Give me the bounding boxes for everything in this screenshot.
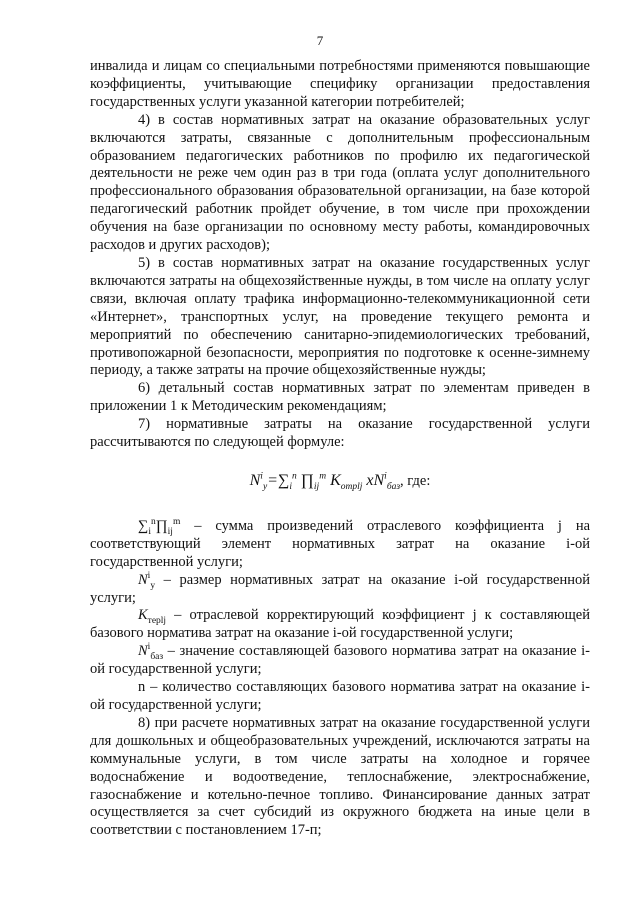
formula-times-base: xN bbox=[362, 471, 385, 489]
formula-coefficient: K bbox=[326, 471, 341, 489]
definition-k-symbol: K bbox=[138, 607, 148, 624]
definition-nbaz bbox=[90, 643, 590, 679]
paragraph-item-4: 4) в состав нормативных затрат на оказание образовательных услуг включаются затраты, связанные с дополнительным профессиональным образованием педагогических работников по профилю их педагогической деятельности не реже чем один раз в три года (оплата услуг дополнительного профессионального образования образовательной организации, на базе которой педагогический работник пройдет обучение, в том числе при прохождении обучения на базе организации по основному месту работы, командировочных расходов и других расходов); bbox=[90, 111, 590, 254]
formula-lhs-sup: i bbox=[260, 471, 263, 482]
definition-n: n – количество составляющих базового норматива затрат на оказание i-ой государственной услуги; bbox=[90, 679, 590, 713]
definition-product-sup: m bbox=[172, 517, 181, 528]
definition-nbaz-symbol: N bbox=[138, 643, 148, 660]
definition-k-text: – отраслевой корректирующий коэффициент j к составляющей базового норматива затрат на оказание i-ой государственной услуги; bbox=[90, 607, 591, 642]
formula-coefficient-sub: отрlj bbox=[340, 482, 363, 493]
definition-ny-sub: у bbox=[150, 580, 156, 591]
definition-k-sub: терlj bbox=[147, 616, 167, 627]
formula-lhs-sub: у bbox=[262, 482, 268, 493]
formula-sum-sup: n bbox=[292, 471, 297, 482]
formula-sum: =∑ bbox=[267, 471, 290, 489]
paragraph-item-5: 5) в состав нормативных затрат на оказание государственных услуг включаются затраты на общехозяйственные нужды, в том числе на оплату услуг связи, включая оплату трафика информационно-телекоммуникационной сети «Интернет», транспортных услуг, на проведение текущего ремонта и мероприятий по обеспечению санитарно-эпидемиологических требований, противопожарной безопасности, мероприятия по подготовке к осенне-зимнему периоду, а также затраты на прочие общехозяйственные нужды; bbox=[90, 254, 590, 379]
formula-product-sub: ij bbox=[313, 482, 320, 493]
formula-base-sup: i bbox=[384, 471, 387, 482]
formula-sum-sub: i bbox=[289, 482, 292, 493]
formula-product: ∏ bbox=[296, 471, 314, 489]
definition-ny-symbol: N bbox=[138, 571, 148, 588]
definition-nbaz-sub: баз bbox=[150, 652, 164, 663]
definition-ny-text: – размер нормативных затрат на оказание i-ой государственной услуги; bbox=[90, 571, 590, 606]
formula-lhs: N bbox=[249, 471, 261, 489]
definition-sum-sup: n bbox=[150, 517, 156, 528]
paragraph-continuation: инвалида и лицам со специальными потребностями применяются повышающие коэффициенты, учитывающие специфику организации предоставления государственных услуги указанной категории потребителей; bbox=[90, 58, 590, 110]
paragraph-item-7: 7) нормативные затраты на оказание государственной услуги рассчитываются по следующей формуле: bbox=[90, 416, 590, 451]
formula-base-sub: баз bbox=[386, 482, 401, 493]
cost-formula bbox=[90, 470, 590, 492]
page-number: 7 bbox=[316, 33, 324, 48]
definition-sum-product bbox=[90, 518, 590, 572]
definition-nbaz-text: – значение составляющей базового норматива затрат на оказание i-ой государственной услуги; bbox=[90, 643, 591, 678]
formula-tail: , где: bbox=[400, 472, 431, 489]
paragraph-item-6: 6) детальный состав нормативных затрат по элементам приведен в приложении 1 к Методическим рекомендациям; bbox=[90, 380, 590, 415]
definition-sum-text: – сумма произведений отраслевого коэффициента j на соответствующий элемент нормативных затрат на оказание i-ой государственной услуги; bbox=[90, 517, 591, 570]
definition-product-symbol: ∏ bbox=[155, 517, 168, 534]
definition-ny bbox=[90, 572, 590, 608]
definition-k bbox=[90, 607, 590, 643]
document-body bbox=[90, 58, 590, 840]
definition-sum-sub: i bbox=[148, 526, 151, 537]
formula-product-sup: m bbox=[319, 471, 327, 482]
definition-ny-sup: i bbox=[147, 570, 151, 581]
definition-nbaz-sup: i bbox=[147, 642, 151, 653]
definition-sum-symbol: ∑ bbox=[138, 517, 149, 534]
definition-product-sub: ij bbox=[167, 526, 173, 537]
paragraph-item-8: 8) при расчете нормативных затрат на оказание государственной услуги для дошкольных и общеобразовательных учреждений, исключаются затраты на коммунальные услуги, в том числе затраты на холодное и горячее водоснабжение и водоотведение, теплоснабжение, электроснабжение, газоснабжение и котельно-печное топливо. Финансирование данных затрат осуществляется за счет субсидий из окружного бюджета на иные цели в соответствии с постановлением 17-п; bbox=[90, 714, 590, 839]
